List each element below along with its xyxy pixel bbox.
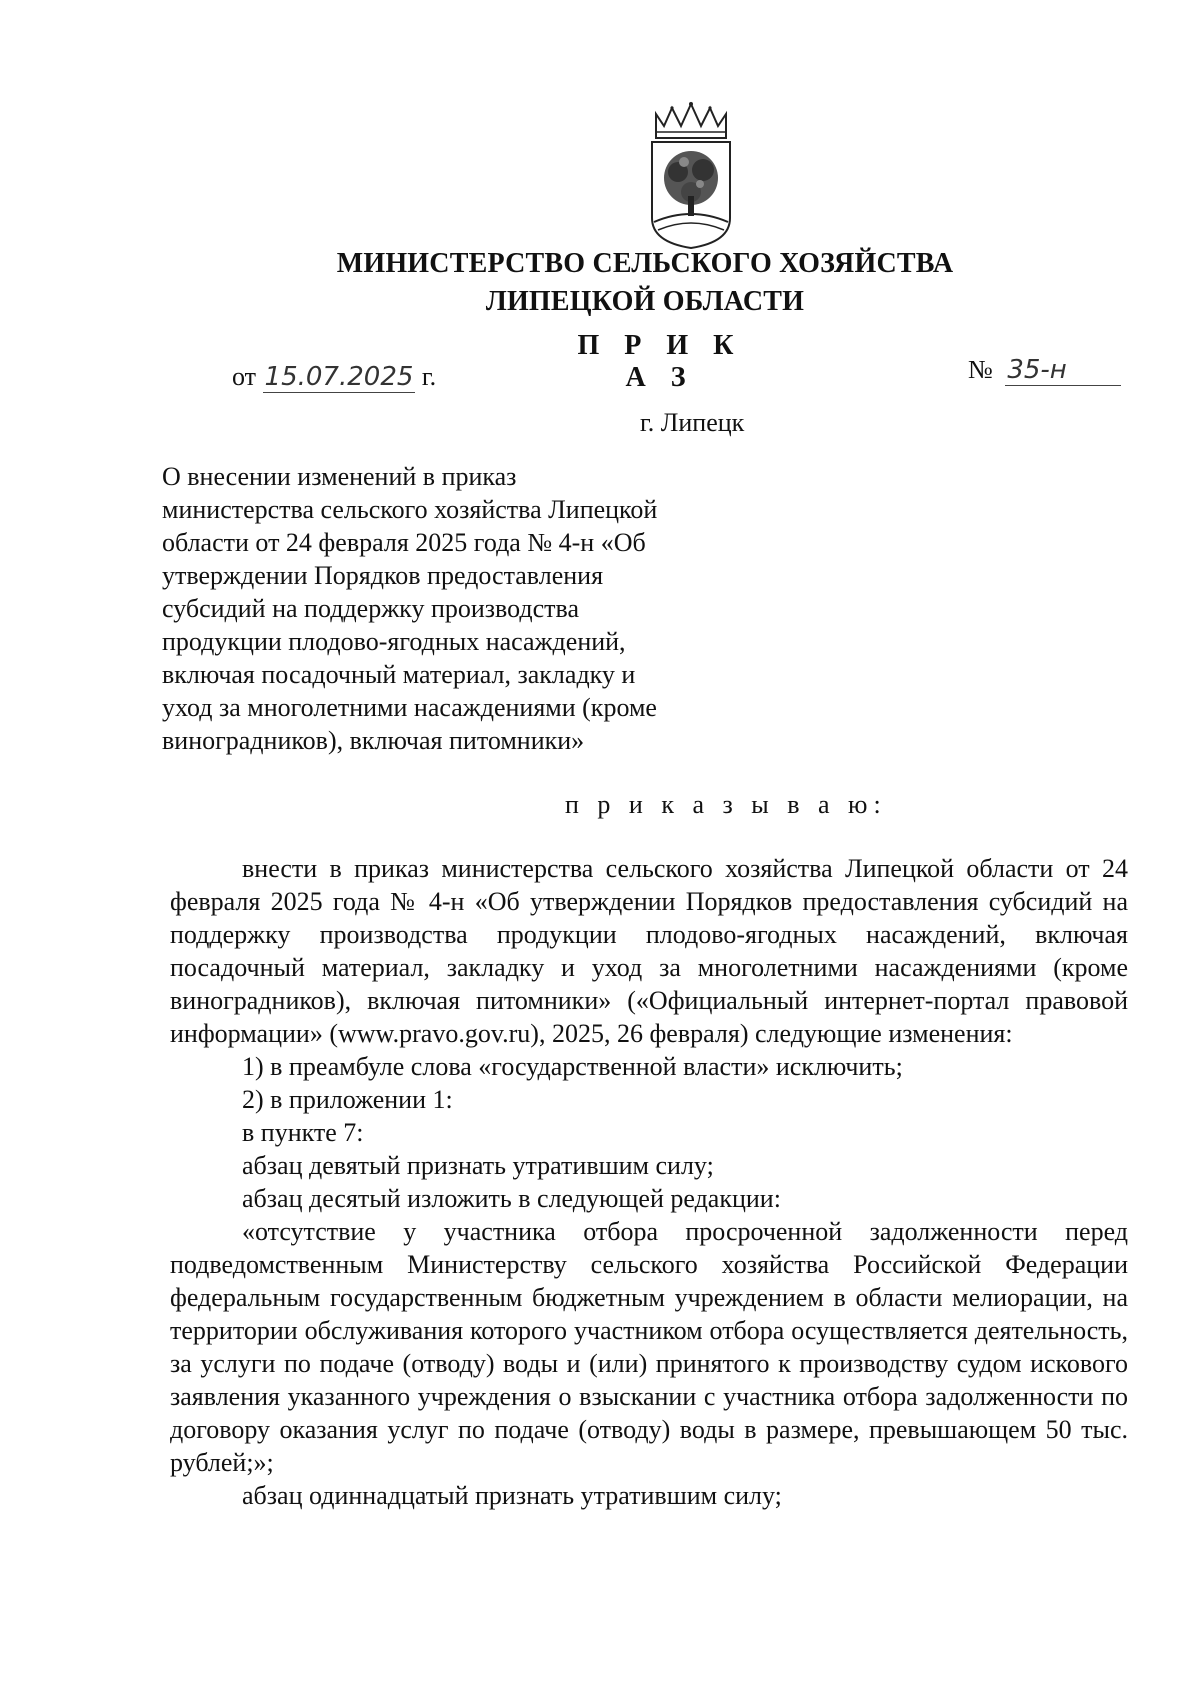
ministry-name-line2: ЛИПЕЦКОЙ ОБЛАСТИ xyxy=(485,286,805,317)
body-item-1: 1) в преамбуле слова «государственной власти» исключить; xyxy=(242,1052,903,1081)
body-quote-paragraph: «отсутствие у участника отбора просроченной задолженности перед подведомственным Министерству сельского хозяйства Российской Федерации федеральным государственным бюджетным учреждением в области мелиорации, на территории обслуживания которого участником отбора осуществляется деятельность, за услуги по подаче (отводу) воды и (или) принятого к производству судом искового заявления указанного учреждения о взыскании с участника отбора задолженности по договору оказания услуг по подаче (отводу) воды в размере, превышающем 50 тыс. рублей;»; xyxy=(170,1217,1128,1477)
document-type-title: П Р И К А З xyxy=(577,330,743,393)
body-paragraph-11: абзац одиннадцатый признать утратившим силу; xyxy=(242,1481,782,1510)
body-intro-paragraph: внести в приказ министерства сельского хозяйства Липецкой области от 24 февраля 2025 года № 4-н «Об утверждении Порядков предоставления субсидий на поддержку производства продукции плодово-ягодных насаждений, включая посадочный материал, закладку и уход за многолетними насаждениями (кроме виноградников), включая питомники» («Официальный интернет-портал правовой информации» (www.pravo.gov.ru), 2025, 26 февраля) следующие изменения: xyxy=(170,854,1128,1048)
body-paragraph-9: абзац девятый признать утратившим силу; xyxy=(242,1151,714,1180)
subject-line: включая посадочный материал, закладку и xyxy=(162,660,636,689)
handwritten-order-number: 35-н xyxy=(1005,355,1121,386)
city-name: г. Липецк xyxy=(640,408,745,437)
subject-line: уход за многолетними насаждениями (кроме xyxy=(162,693,657,722)
date-suffix: г. xyxy=(421,362,437,391)
order-subject xyxy=(162,460,732,757)
ministry-name xyxy=(300,245,990,321)
subject-line: продукции плодово-ягодных насаждений, xyxy=(162,627,626,656)
number-sign: № xyxy=(968,355,993,384)
subject-line: виноградников), включая питомники» xyxy=(162,726,585,755)
ministry-name-line1: МИНИСТЕРСТВО СЕЛЬСКОГО ХОЗЯЙСТВА xyxy=(336,248,954,279)
body-item-2: 2) в приложении 1: xyxy=(242,1085,453,1114)
subject-line: министерства сельского хозяйства Липецкой xyxy=(162,495,658,524)
handwritten-date: 15.07.2025 xyxy=(264,362,414,392)
subject-line: О внесении изменений в приказ xyxy=(162,462,517,491)
subject-line: субсидий на поддержку производства xyxy=(162,594,579,623)
subject-line: области от 24 февраля 2025 года № 4-н «Об xyxy=(162,528,646,557)
body-paragraph-10: абзац десятый изложить в следующей редакции: xyxy=(242,1184,781,1213)
date-prefix: от xyxy=(232,362,257,391)
order-body xyxy=(170,852,1128,1512)
order-date-line xyxy=(232,362,436,392)
orders-word: п р и к а з ы в а ю: xyxy=(565,790,887,819)
order-number-line xyxy=(968,355,1121,386)
coat-of-arms-emblem xyxy=(648,100,734,250)
body-point-7: в пункте 7: xyxy=(242,1118,364,1147)
subject-line: утверждении Порядков предоставления xyxy=(162,561,604,590)
